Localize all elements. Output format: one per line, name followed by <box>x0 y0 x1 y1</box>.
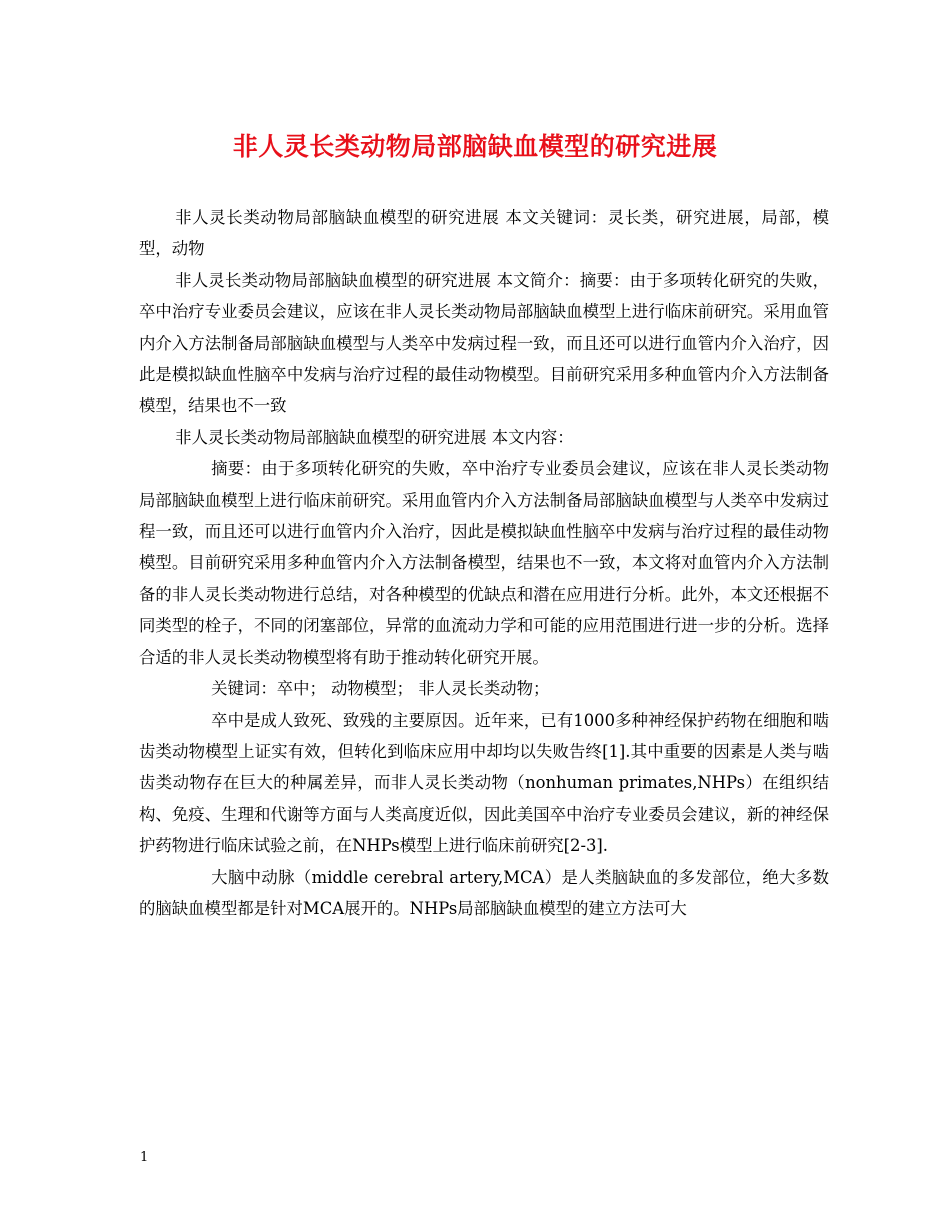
keywords-paragraph: 非人灵长类动物局部脑缺血模型的研究进展 本文关键词：灵长类，研究进展，局部，模型，动物 <box>139 208 829 259</box>
document-title: 非人灵长类动物局部脑缺血模型的研究进展 <box>232 132 718 161</box>
content-heading-paragraph: 非人灵长类动物局部脑缺血模型的研究进展 本文内容： <box>175 427 574 447</box>
summary-paragraph: 非人灵长类动物局部脑缺血模型的研究进展 本文简介：摘要：由于多项转化研究的失败，卒中治疗专业委员会建议，应该在非人灵长类动物局部脑缺血模型上进行临床前研究。采用血管内介入方法制备局部脑缺血模型与人类卒中发病过程一致，而且还可以进行血管内介入治疗，因此是模拟缺血性脑卒中发病与治疗过程的最佳动物模型。目前研究采用多种血管内介入方法制备模型，结果也不一致 <box>139 270 829 416</box>
introduction-paragraph: 卒中是成人致死、致残的主要原因。近年来，已有1000多种神经保护药物在细胞和啮齿类动物模型上证实有效，但转化到临床应用中却均以失败告终[1].其中重要的因素是人类与啮齿类动物存在巨大的种属差异，而非人灵长类动物（nonhuman primates,NHPs）在组织结构、免疫、生理和代谢等方面与人类高度近似，因此美国卒中治疗专业委员会建议，新的神经保护药物进行临床试验之前，在NHPs模型上进行临床前研究[2-3]. <box>139 710 829 856</box>
document-body <box>139 202 829 924</box>
page-number: 1 <box>140 1150 149 1165</box>
abstract-keywords-paragraph: 关键词：卒中； 动物模型； 非人灵长类动物； <box>211 679 550 699</box>
abstract-paragraph: 摘要：由于多项转化研究的失败，卒中治疗专业委员会建议，应该在非人灵长类动物局部脑缺血模型上进行临床前研究。采用血管内介入方法制备局部脑缺血模型与人类卒中发病过程一致，而且还可以进行血管内介入治疗，因此是模拟缺血性脑卒中发病与治疗过程的最佳动物模型。目前研究采用多种血管内介入方法制备模型，结果也不一致，本文将对血管内介入方法制备的非人灵长类动物进行总结，对各种模型的优缺点和潜在应用进行分析。此外，本文还根据不同类型的栓子，不同的闭塞部位，异常的血流动力学和可能的应用范围进行进一步的分析。选择合适的非人灵长类动物模型将有助于推动转化研究开展。 <box>139 459 829 667</box>
mca-paragraph: 大脑中动脉（middle cerebral artery,MCA）是人类脑缺血的多发部位，绝大多数的脑缺血模型都是针对MCA展开的。NHPs局部脑缺血模型的建立方法可大 <box>139 867 829 918</box>
